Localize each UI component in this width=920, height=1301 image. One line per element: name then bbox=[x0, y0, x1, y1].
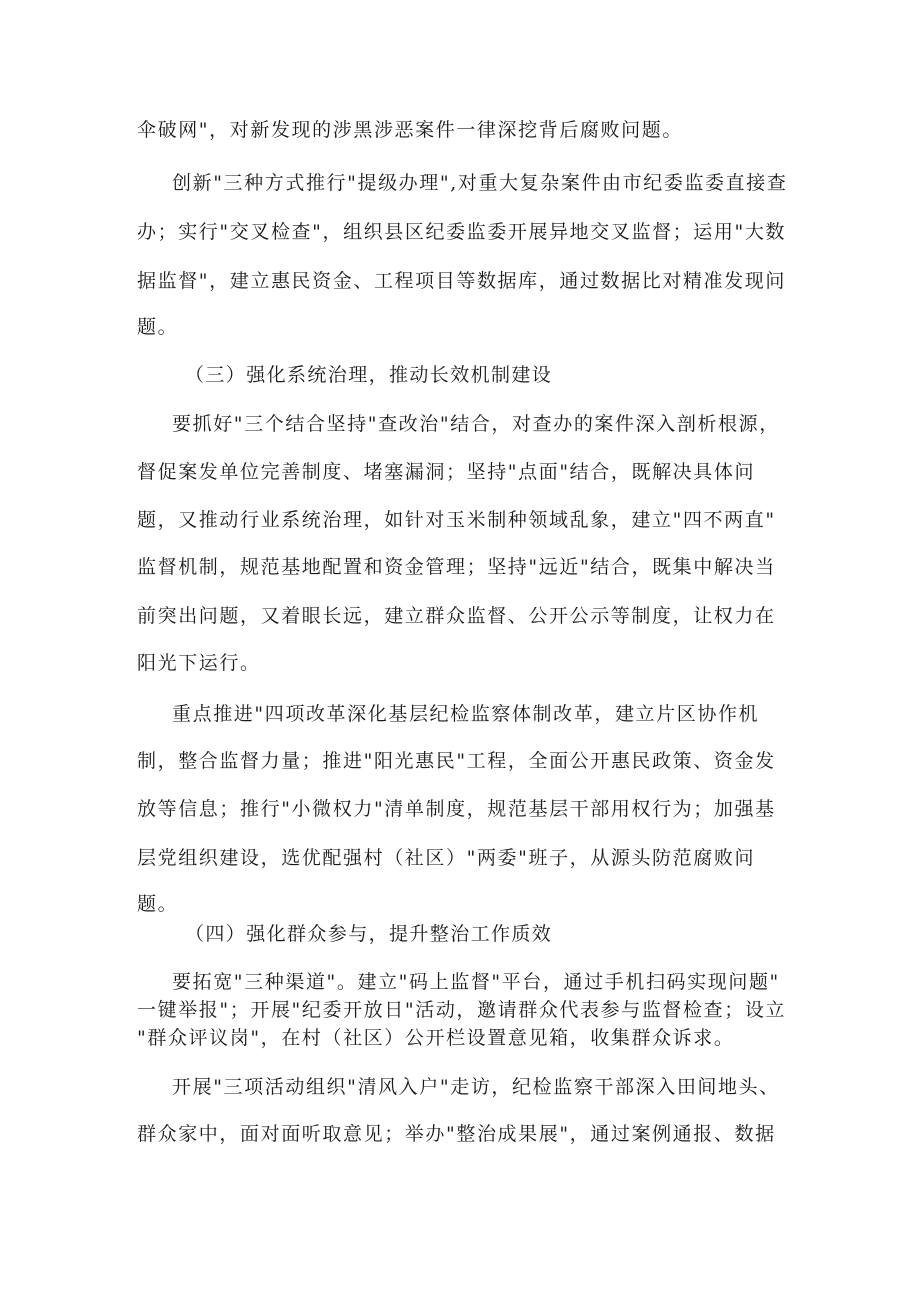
text-line: 层党组织建设，选优配强村（社区）"两委"班子，从源头防范腐败问 bbox=[137, 847, 756, 869]
section-heading-4: （四）强化群众参与，提升整治工作质效 bbox=[185, 923, 553, 945]
section-heading-3: （三）强化系统治理，推动长效机制建设 bbox=[185, 364, 553, 386]
text-line: 放等信息；推行"小微权力"清单制度，规范基层干部用权行为；加强基 bbox=[137, 798, 776, 820]
text-line: 前突出问题，又着眼长远，建立群众监督、公开公示等制度，让权力在 bbox=[137, 605, 776, 627]
text-line: 制，整合监督力量；推进"阳光惠民"工程，全面公开惠民政策、资金发 bbox=[137, 750, 776, 772]
paragraph-start: 要抓好"三个结合坚持"查改治"结合，对查办的案件深入剖析根源， bbox=[172, 413, 780, 435]
text-line: 题，又推动行业系统治理，如针对玉米制种领域乱象，建立"四不两直" bbox=[137, 509, 776, 531]
text-line: 督促案发单位完善制度、堵塞漏洞；坚持"点面"结合，既解决具体问 bbox=[137, 461, 756, 483]
paragraph-start: 要拓宽"三种渠道"。建立"码上监督"平台，通过手机扫码实现问题" bbox=[172, 971, 780, 993]
paragraph-start: 重点推进"四项改革深化基层纪检监察体制改革，建立片区协作机 bbox=[172, 703, 760, 725]
paragraph-start: 创新"三种方式推行"提级办理",对重大复杂案件由市纪委监委直接查 bbox=[172, 172, 788, 194]
text-line: 题。 bbox=[137, 893, 179, 915]
text-line: "群众评议岗"，在村（社区）公开栏设置意见箱，收集群众诉求。 bbox=[137, 1027, 735, 1049]
text-line: 阳光下运行。 bbox=[137, 652, 261, 674]
paragraph-start: 开展"三项活动组织"清风入户"走访，纪检监察干部深入田间地头、 bbox=[172, 1076, 780, 1098]
text-line: 群众家中，面对面听取意见；举办"整治成果展"，通过案例通报、数据 bbox=[137, 1123, 776, 1145]
text-line: 监督机制，规范基地配置和资金管理；坚持"远近"结合，既集中解决当 bbox=[137, 556, 776, 578]
text-line: 一键举报"；开展"纪委开放日"活动，邀请群众代表参与监督检查；设立 bbox=[137, 999, 787, 1021]
text-line: 伞破网"，对新发现的涉黑涉恶案件一律深挖背后腐败问题。 bbox=[137, 119, 683, 141]
text-line: 办；实行"交叉检查"，组织县区纪委监委开展异地交叉监督；运用"大数 bbox=[137, 221, 787, 243]
text-line: 据监督"，建立惠民资金、工程项目等数据库，通过数据比对精准发现问 bbox=[137, 270, 786, 292]
text-line: 题。 bbox=[137, 316, 179, 338]
